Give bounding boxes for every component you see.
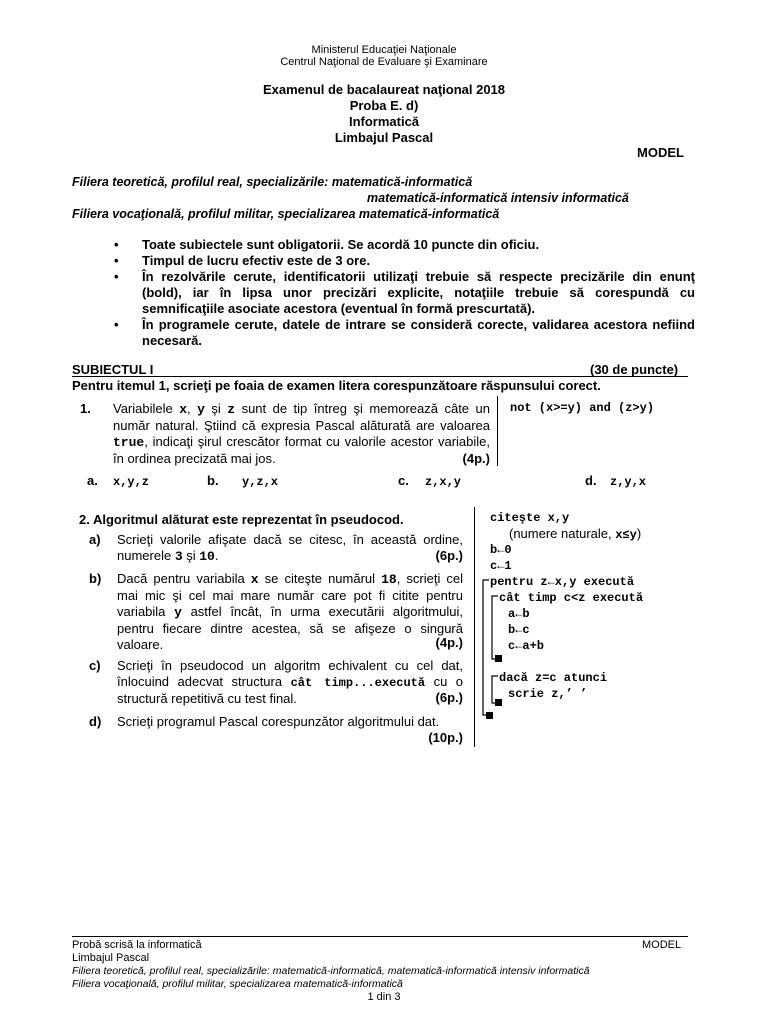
item1-text: Variabilele x, y şi z sunt de tip întreg şi memorează câte un număr natural. Ştiind că expresia Pascal alăturată are valoarea true, indicaţi şirul crescător format cu valorile acestor variabile, în ordinea precizată mai jos. (4p.)	[113, 401, 490, 466]
pseudo-assign-b: b←c	[508, 623, 530, 637]
pseudo-comment: (numere naturale, x≤y)	[509, 526, 642, 542]
bullet: •	[114, 253, 119, 268]
pseudo-while: cât timp c<z execută	[499, 591, 644, 605]
item2d-letter: d)	[89, 714, 102, 729]
item1-divider	[497, 396, 498, 466]
pseudo-c-init: c←1	[490, 559, 512, 573]
proba-title: Proba E. d)	[349, 98, 419, 113]
item2-title: 2. Algoritmul alăturat este reprezentat în pseudocod.	[79, 512, 404, 527]
center-line: Centrul Naţional de Evaluare şi Examinare	[280, 56, 488, 68]
pseudo-assign-a: a←b	[508, 607, 530, 621]
model-label: MODEL	[637, 145, 684, 160]
footer-model: MODEL	[642, 939, 682, 951]
footer-line-4: Filiera vocaţională, profilul militar, specializarea matematică-informatică	[72, 978, 403, 990]
pseudo-read: citeşte x,y	[490, 511, 570, 525]
pseudo-if: dacă z=c atunci	[499, 671, 608, 685]
pseudo-assign-c: c←a+b	[508, 639, 545, 653]
filiera-line-2: matematică-informatică intensiv informatică	[367, 191, 629, 205]
item2a-letter: a)	[89, 532, 101, 547]
footer-line-2: Limbajul Pascal	[72, 952, 150, 964]
pseudo-write: scrie z,’ ’	[508, 687, 588, 701]
bullet: •	[114, 269, 119, 284]
bullet: •	[114, 237, 119, 252]
section-instruction: Pentru itemul 1, scrieţi pe foaia de examen litera corespunzătoare răspunsului corect.	[72, 378, 601, 393]
subject-title: Informatică	[348, 114, 420, 129]
ministry-line: Ministerul Educaţiei Naţionale	[311, 44, 457, 56]
item1-expression: not (x>=y) and (z>y)	[510, 401, 655, 415]
language-title: Limbajul Pascal	[334, 130, 434, 145]
filiera-line-3: Filiera vocaţională, profilul militar, specializarea matematică-informatică	[72, 207, 500, 221]
rule-1: • Toate subiectele sunt obligatorii. Se acordă 10 puncte din oficiu.	[114, 237, 540, 252]
bullet: •	[114, 317, 119, 332]
item2c-text: Scrieţi în pseudocod un algoritm echivalent cu cel dat, înlocuind adecvat structura cât timp...execută cu o structură repetitivă cu test final. (6p.)	[117, 658, 464, 706]
rule-4: • În programele cerute, datele de intrare se consideră corecte, validarea acestora nefiind necesară.	[114, 317, 695, 348]
item1-number: 1.	[80, 401, 91, 416]
section-rule	[72, 376, 688, 377]
item1-points: (4p.)	[462, 451, 490, 466]
pseudo-structure-lines	[480, 508, 700, 728]
section-points: (30 de puncte)	[590, 362, 679, 377]
section-title: SUBIECTUL I	[72, 362, 154, 377]
item2c-letter: c)	[89, 658, 101, 673]
item2a-text: Scrieţi valorile afişate dacă se citesc, în această ordine, numerele 3 şi 10. (6p.)	[117, 532, 463, 564]
item2c-points: (6p.)	[435, 690, 463, 705]
option-b-letter: b.	[207, 473, 219, 488]
option-b-value: y,z,x	[242, 475, 279, 489]
option-a-letter: a.	[87, 473, 98, 488]
option-c-letter: c.	[398, 473, 409, 488]
page-number: 1 din 3	[367, 991, 401, 1003]
footer-rule	[72, 936, 688, 937]
item2b-points: (4p.)	[435, 635, 463, 650]
option-d-letter: d.	[585, 473, 597, 488]
option-a-value: x,y,z	[113, 475, 150, 489]
item2-divider	[474, 507, 475, 747]
pseudo-for: pentru z←x,y execută	[490, 575, 635, 589]
footer-line-3: Filiera teoretică, profilul real, specializările: matematică-informatică, matematică-informatică intensiv informatică	[72, 965, 590, 977]
item2d-text: Scrieţi programul Pascal corespunzător algoritmului dat. (10p.)	[117, 714, 463, 745]
rule-2: • Timpul de lucru efectiv este de 3 ore.	[114, 253, 371, 268]
exam-title: Examenul de bacalaureat naţional 2018	[262, 82, 506, 97]
pseudocode-block	[480, 508, 700, 728]
item2a-points: (6p.)	[435, 548, 463, 563]
item2b-text: Dacă pentru variabila x se citeşte numărul 18, scrieţi cel mai mic şi cel mai mare număr care pot fi citite pentru variabila y astfel încât, în urma executării algoritmului, pentru fiecare dintre acestea, să se afişeze o singură valoare. (4p.)	[117, 571, 464, 652]
filiera-line-1: Filiera teoretică, profilul real, specializările: matematică-informatică	[72, 175, 473, 189]
option-c-value: z,x,y	[425, 475, 462, 489]
pseudo-b-init: b←0	[490, 543, 512, 557]
footer-line-1: Probă scrisă la informatică	[72, 939, 202, 951]
option-d-value: z,y,x	[610, 475, 647, 489]
rule-3: • În rezolvările cerute, identificatorii utilizaţi trebuie să respecte precizările din enunţ (bold), iar în lipsa unor precizări explicite, notaţiile trebuie să corespundă cu semnificaţiile asociate acestora (eventual în formă prescurtată).	[114, 269, 695, 316]
item2d-points: (10p.)	[428, 730, 463, 745]
item2b-letter: b)	[89, 571, 102, 586]
